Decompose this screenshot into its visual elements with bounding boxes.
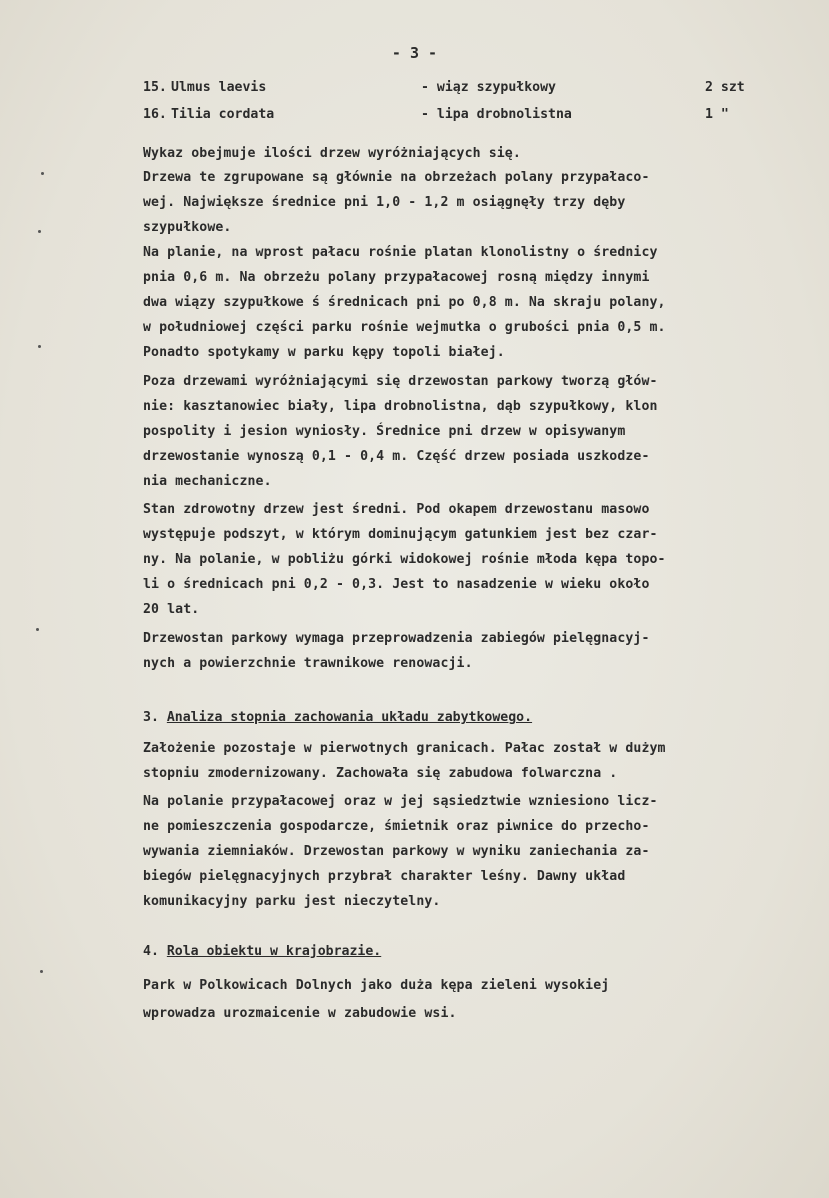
species-number: 15. (143, 80, 167, 95)
margin-mark (40, 970, 43, 973)
species-polish-name: - lipa drobnolistna (421, 107, 572, 122)
text-line: komunikacyjny parku jest nieczytelny. (143, 894, 441, 909)
species-number: 16. (143, 107, 167, 122)
text-line: Park w Polkowicach Dolnych jako duża kępa zieleni wysokiej (143, 978, 610, 993)
section-number: 3. (143, 710, 159, 725)
margin-mark (41, 172, 44, 175)
text-line: li o średnicach pni 0,2 - 0,3. Jest to nasadzenie w wieku około (143, 577, 650, 592)
margin-mark (36, 628, 39, 631)
text-line: ne pomieszczenia gospodarcze, śmietnik oraz piwnice do przecho- (143, 819, 650, 834)
text-line: szypułkowe. (143, 220, 232, 235)
text-line: pospolity i jesion wyniosły. Średnice pni drzew w opisywanym (143, 424, 626, 439)
text-line: Drzewa te zgrupowane są głównie na obrzeżach polany przypałaco- (143, 170, 650, 185)
text-line: ny. Na polanie, w pobliżu górki widokowej rośnie młoda kępa topo- (143, 552, 666, 567)
section-heading (143, 944, 381, 959)
text-line: 20 lat. (143, 602, 200, 617)
text-line: występuje podszyt, w którym dominującym gatunkiem jest bez czar- (143, 527, 658, 542)
text-line: dwa wiązy szypułkowe ś średnicach pni po 0,8 m. Na skraju polany, (143, 295, 666, 310)
text-line: nia mechaniczne. (143, 474, 272, 489)
text-line: Stan zdrowotny drzew jest średni. Pod okapem drzewostanu masowo (143, 502, 650, 517)
species-polish-name: - wiąz szypułkowy (421, 80, 556, 95)
page-number: - 3 - (391, 44, 438, 62)
species-row (143, 80, 783, 100)
text-line: pnia 0,6 m. Na obrzeżu polany przypałacowej rosną między innymi (143, 270, 650, 285)
margin-mark (38, 345, 41, 348)
text-line: Wykaz obejmuje ilości drzew wyróżniających się. (143, 146, 521, 161)
section-title: Rola obiektu w krajobrazie. (166, 944, 382, 959)
text-line: Założenie pozostaje w pierwotnych granicach. Pałac został w dużym (143, 741, 666, 756)
species-latin-name: Tilia cordata (171, 107, 275, 122)
section-heading (143, 710, 532, 725)
text-line: Ponadto spotykamy w parku kępy topoli białej. (143, 345, 505, 360)
species-row (143, 107, 783, 127)
species-latin-name: Ulmus laevis (171, 80, 267, 95)
text-line: biegów pielęgnacyjnych przybrał charakter leśny. Dawny układ (143, 869, 626, 884)
text-line: Na planie, na wprost pałacu rośnie platan klonolistny o średnicy (143, 245, 658, 260)
text-line: Poza drzewami wyróżniającymi się drzewostan parkowy tworzą głów- (143, 374, 658, 389)
margin-mark (38, 230, 41, 233)
species-count: 2 szt (705, 80, 745, 95)
text-line: Na polanie przypałacowej oraz w jej sąsiedztwie wzniesiono licz- (143, 794, 658, 809)
text-line: drzewostanie wynoszą 0,1 - 0,4 m. Część drzew posiada uszkodze- (143, 449, 650, 464)
text-line: nych a powierzchnie trawnikowe renowacji. (143, 656, 473, 671)
text-line: wej. Największe średnice pni 1,0 - 1,2 m osiągnęły trzy dęby (143, 195, 626, 210)
text-line: w południowej części parku rośnie wejmutka o grubości pnia 0,5 m. (143, 320, 666, 335)
text-line: nie: kasztanowiec biały, lipa drobnolistna, dąb szypułkowy, klon (143, 399, 658, 414)
text-line: Drzewostan parkowy wymaga przeprowadzenia zabiegów pielęgnacyj- (143, 631, 650, 646)
text-line: wywania ziemniaków. Drzewostan parkowy w wyniku zaniechania za- (143, 844, 650, 859)
section-title: Analiza stopnia zachowania układu zabytkowego. (166, 710, 533, 725)
section-number: 4. (143, 944, 159, 959)
species-count: 1 " (705, 107, 729, 122)
text-line: wprowadza urozmaicenie w zabudowie wsi. (143, 1006, 457, 1021)
text-line: stopniu zmodernizowany. Zachowała się zabudowa folwarczna . (143, 766, 618, 781)
